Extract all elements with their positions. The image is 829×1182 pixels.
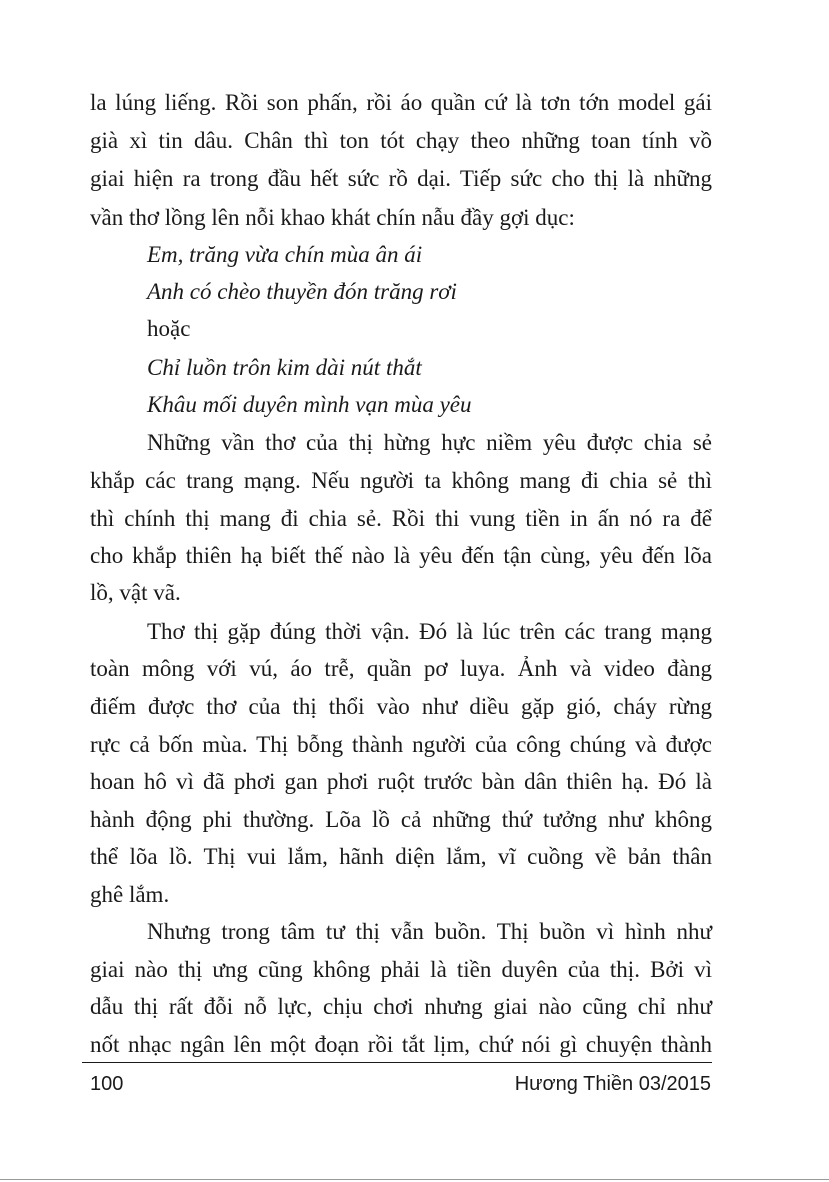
poem-line: Khâu mối duyên mình vạn mùa yêu [147, 392, 472, 417]
text-line: dẫu thị rất đỗi nỗ lực, chịu chơi nhưng giai nào cũng chỉ như [90, 994, 712, 1019]
text-line: điếm được thơ của thị thổi vào như diều gặp gió, cháy rừng [90, 694, 712, 719]
text-line: già xì tin dâu. Chân thì ton tót chạy theo những toan tính vồ [90, 128, 712, 153]
text-line: rực cả bốn mùa. Thị bỗng thành người của công chúng và được [90, 732, 712, 757]
text-line: Nhưng trong tâm tư thị vẫn buồn. Thị buồn vì hình như [147, 919, 712, 944]
text-line: ghê lắm. [90, 882, 170, 907]
text-line: khắp các trang mạng. Nếu người ta không mang đi chia sẻ thì [90, 468, 712, 493]
text-line: hoan hô vì đã phơi gan phơi ruột trước bàn dân thiên hạ. Đó là [90, 769, 712, 794]
issue-label: Hương Thiền 03/2015 [514, 1073, 711, 1095]
page-edge-line [0, 1179, 829, 1180]
connector-word: hoặc [147, 316, 191, 341]
text-line: vần thơ lồng lên nỗi khao khát chín nẫu đầy gợi dục: [90, 205, 575, 230]
poem-line: Chỉ luồn trôn kim dài nút thắt [147, 355, 422, 380]
text-line: Thơ thị gặp đúng thời vận. Đó là lúc trên các trang mạng [147, 619, 712, 644]
footer-divider [82, 1062, 712, 1063]
text-line: giai nào thị ưng cũng không phải là tiền duyên của thị. Bởi vì [90, 957, 712, 982]
text-line: cho khắp thiên hạ biết thế nào là yêu đến tận cùng, yêu đến lõa [90, 543, 712, 568]
text-line: thì chính thị mang đi chia sẻ. Rồi thi vung tiền in ấn nó ra để [90, 506, 712, 531]
poem-line: Em, trăng vừa chín mùa ân ái [147, 242, 423, 267]
page-number: 100 [90, 1073, 124, 1095]
text-line: hành động phi thường. Lõa lồ cả những thứ tưởng như không [90, 807, 712, 832]
text-line: Những vần thơ của thị hừng hực niềm yêu được chia sẻ [147, 430, 712, 455]
text-line: nốt nhạc ngân lên một đoạn rồi tắt lịm, chứ nói gì chuyện thành [90, 1032, 712, 1057]
text-line: thể lõa lồ. Thị vui lắm, hãnh diện lắm, vĩ cuồng về bản thân [90, 844, 712, 869]
text-line: giai hiện ra trong đầu hết sức rồ dại. Tiếp sức cho thị là những [90, 166, 712, 191]
text-line: la lúng liếng. Rồi son phấn, rồi áo quần cứ là tơn tớn model gái [90, 90, 712, 115]
text-line: lồ, vật vã. [90, 580, 181, 605]
text-line: toàn mông với vú, áo trễ, quần pơ luya. Ảnh và video đàng [90, 656, 712, 681]
poem-line: Anh có chèo thuyền đón trăng rơi [147, 279, 457, 304]
